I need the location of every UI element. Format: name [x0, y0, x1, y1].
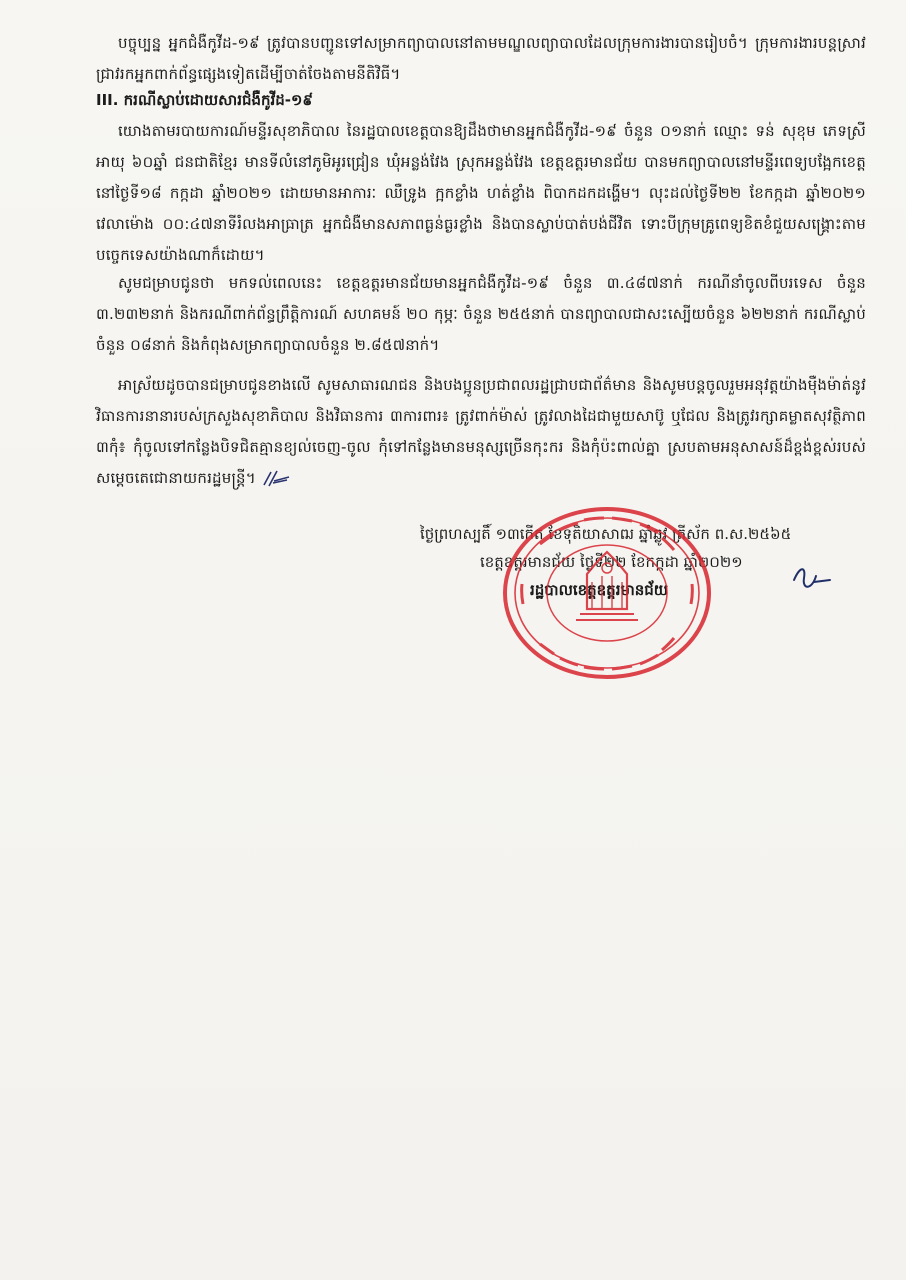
- advice-text: អាស្រ័យដូចបានជម្រាបជូនខាងលើ សូមសាធារណជន និងបងប្អូនប្រជាពលរដ្ឋជ្រាបជាព័ត៌មាន និងសូមបន្តចូលរួមអនុវត្តយ៉ាងម៉ឺងម៉ាត់នូវវិធានការនានារបស់ក្រសួងសុខាភិបាល និងវិធានការ ៣ការពារ៖ ត្រូវពាក់ម៉ាស់ ត្រូវលាងដៃជាមួយសាប៊ូ ឬជែល និងត្រូវរក្សាគម្លាតសុវត្ថិភាព ៣កុំ៖ កុំចូលទៅកន្លែងបិទជិតគ្មានខ្យល់ចេញ-ចូល កុំទៅកន្លែងមានមនុស្សច្រើនកុះករ និងកុំប៉ះពាល់គ្នា ស្របតាមអនុសាសន៍ដ៏ខ្ពង់ខ្ពស់របស់សម្ដេចតេជោនាយករដ្ឋមន្ត្រី។: [96, 376, 866, 487]
- solar-date: ខេត្តឧត្តរមានជ័យ ថ្ងៃទី២២ ខែកក្កដា ឆ្នាំ២០២១: [480, 553, 743, 571]
- issuing-office: រដ្ឋបាលខេត្តឧត្តរមានជ័យ: [530, 581, 669, 599]
- lunar-date: ថ្ងៃព្រហស្បតិ៍ ១៣កើត ខែទុតិយាសាឍ ឆ្នាំឆ្លូវ ត្រីស័ក ព.ស.២៥៦៥: [420, 525, 792, 543]
- signature-icon: [790, 560, 850, 594]
- paragraph-current-status: បច្ចុប្បន្ន អ្នកជំងឺកូវីដ-១៩ ត្រូវបានបញ្ជូនទៅសម្រាកព្យាបាលនៅតាមមណ្ឌលព្យាបាលដែលក្រុមការងារបានរៀបចំ។ ក្រុមការងារបន្តស្រាវជ្រាវរកអ្នកពាក់ព័ន្ធផ្សេងទៀតដើម្បីចាត់ចែងតាមនីតិវិធី។: [96, 34, 866, 83]
- official-seal-icon: [500, 504, 714, 682]
- paragraph-death-report: យោងតាមរបាយការណ៍មន្ទីរសុខាភិបាល នៃរដ្ឋបាលខេត្តបានឱ្យដឹងថាមានអ្នកជំងឺកូវីដ-១៩ ចំនួន ០១នាក់ ឈ្មោះ ទន់ សុខុម ភេទស្រី អាយុ ៦០ឆ្នាំ ជនជាតិខ្មែរ មានទីលំនៅភូមិអូរជ្រៀន ឃុំអន្លង់វែង ស្រុកអន្លង់វែង ខេត្តឧត្តរមានជ័យ បានមកព្យាបាលនៅមន្ទីរពេទ្យបង្អែកខេត្តនៅថ្ងៃទី១៨ កក្កដា ឆ្នាំ២០២១ ដោយមានអាការៈ ឈឺទ្រូង ក្អកខ្លាំង ហត់ខ្លាំង ពិបាកដកដង្ហើម។ លុះដល់ថ្ងៃទី២២ ខែកក្កដា ឆ្នាំ២០២១ វេលាម៉ោង ០០:៤៧នាទីរំលងអាធ្រាត្រ អ្នកជំងឺមានសភាពធ្ងន់ធ្ងរខ្លាំង និងបានស្លាប់បាត់បង់ជីវិត ទោះបីក្រុមគ្រូពេទ្យខិតខំជួយសង្គ្រោះតាមបច្ចេកទេសយ៉ាងណាក៏ដោយ។: [96, 122, 866, 264]
- paragraph-public-advice: [96, 370, 866, 494]
- paragraph-case-statistics: សូមជម្រាបជូនថា មកទល់ពេលនេះ ខេត្តឧត្តរមានជ័យមានអ្នកជំងឺកូវីដ-១៩ ចំនួន ៣.៤៨៧នាក់ ករណីនាំចូលពីបរទេស ចំនួន ៣.២៣២នាក់ និងករណីពាក់ព័ន្ធព្រឹត្តិការណ៍ សហគមន៍ ២០ កុម្ភៈ ចំនួន ២៥៥នាក់ បានព្យាបាលជាសះស្បើយចំនួន ៦២២នាក់ ករណីស្លាប់ចំនួន ០៨នាក់ និងកំពុងសម្រាកព្យាបាលចំនួន ២.៨៥៧នាក់។: [96, 274, 866, 354]
- section-heading-deaths: III. ករណីស្លាប់ដោយសារជំងឺកូវីដ-១៩: [96, 91, 313, 109]
- initials-mark-icon: [261, 469, 293, 489]
